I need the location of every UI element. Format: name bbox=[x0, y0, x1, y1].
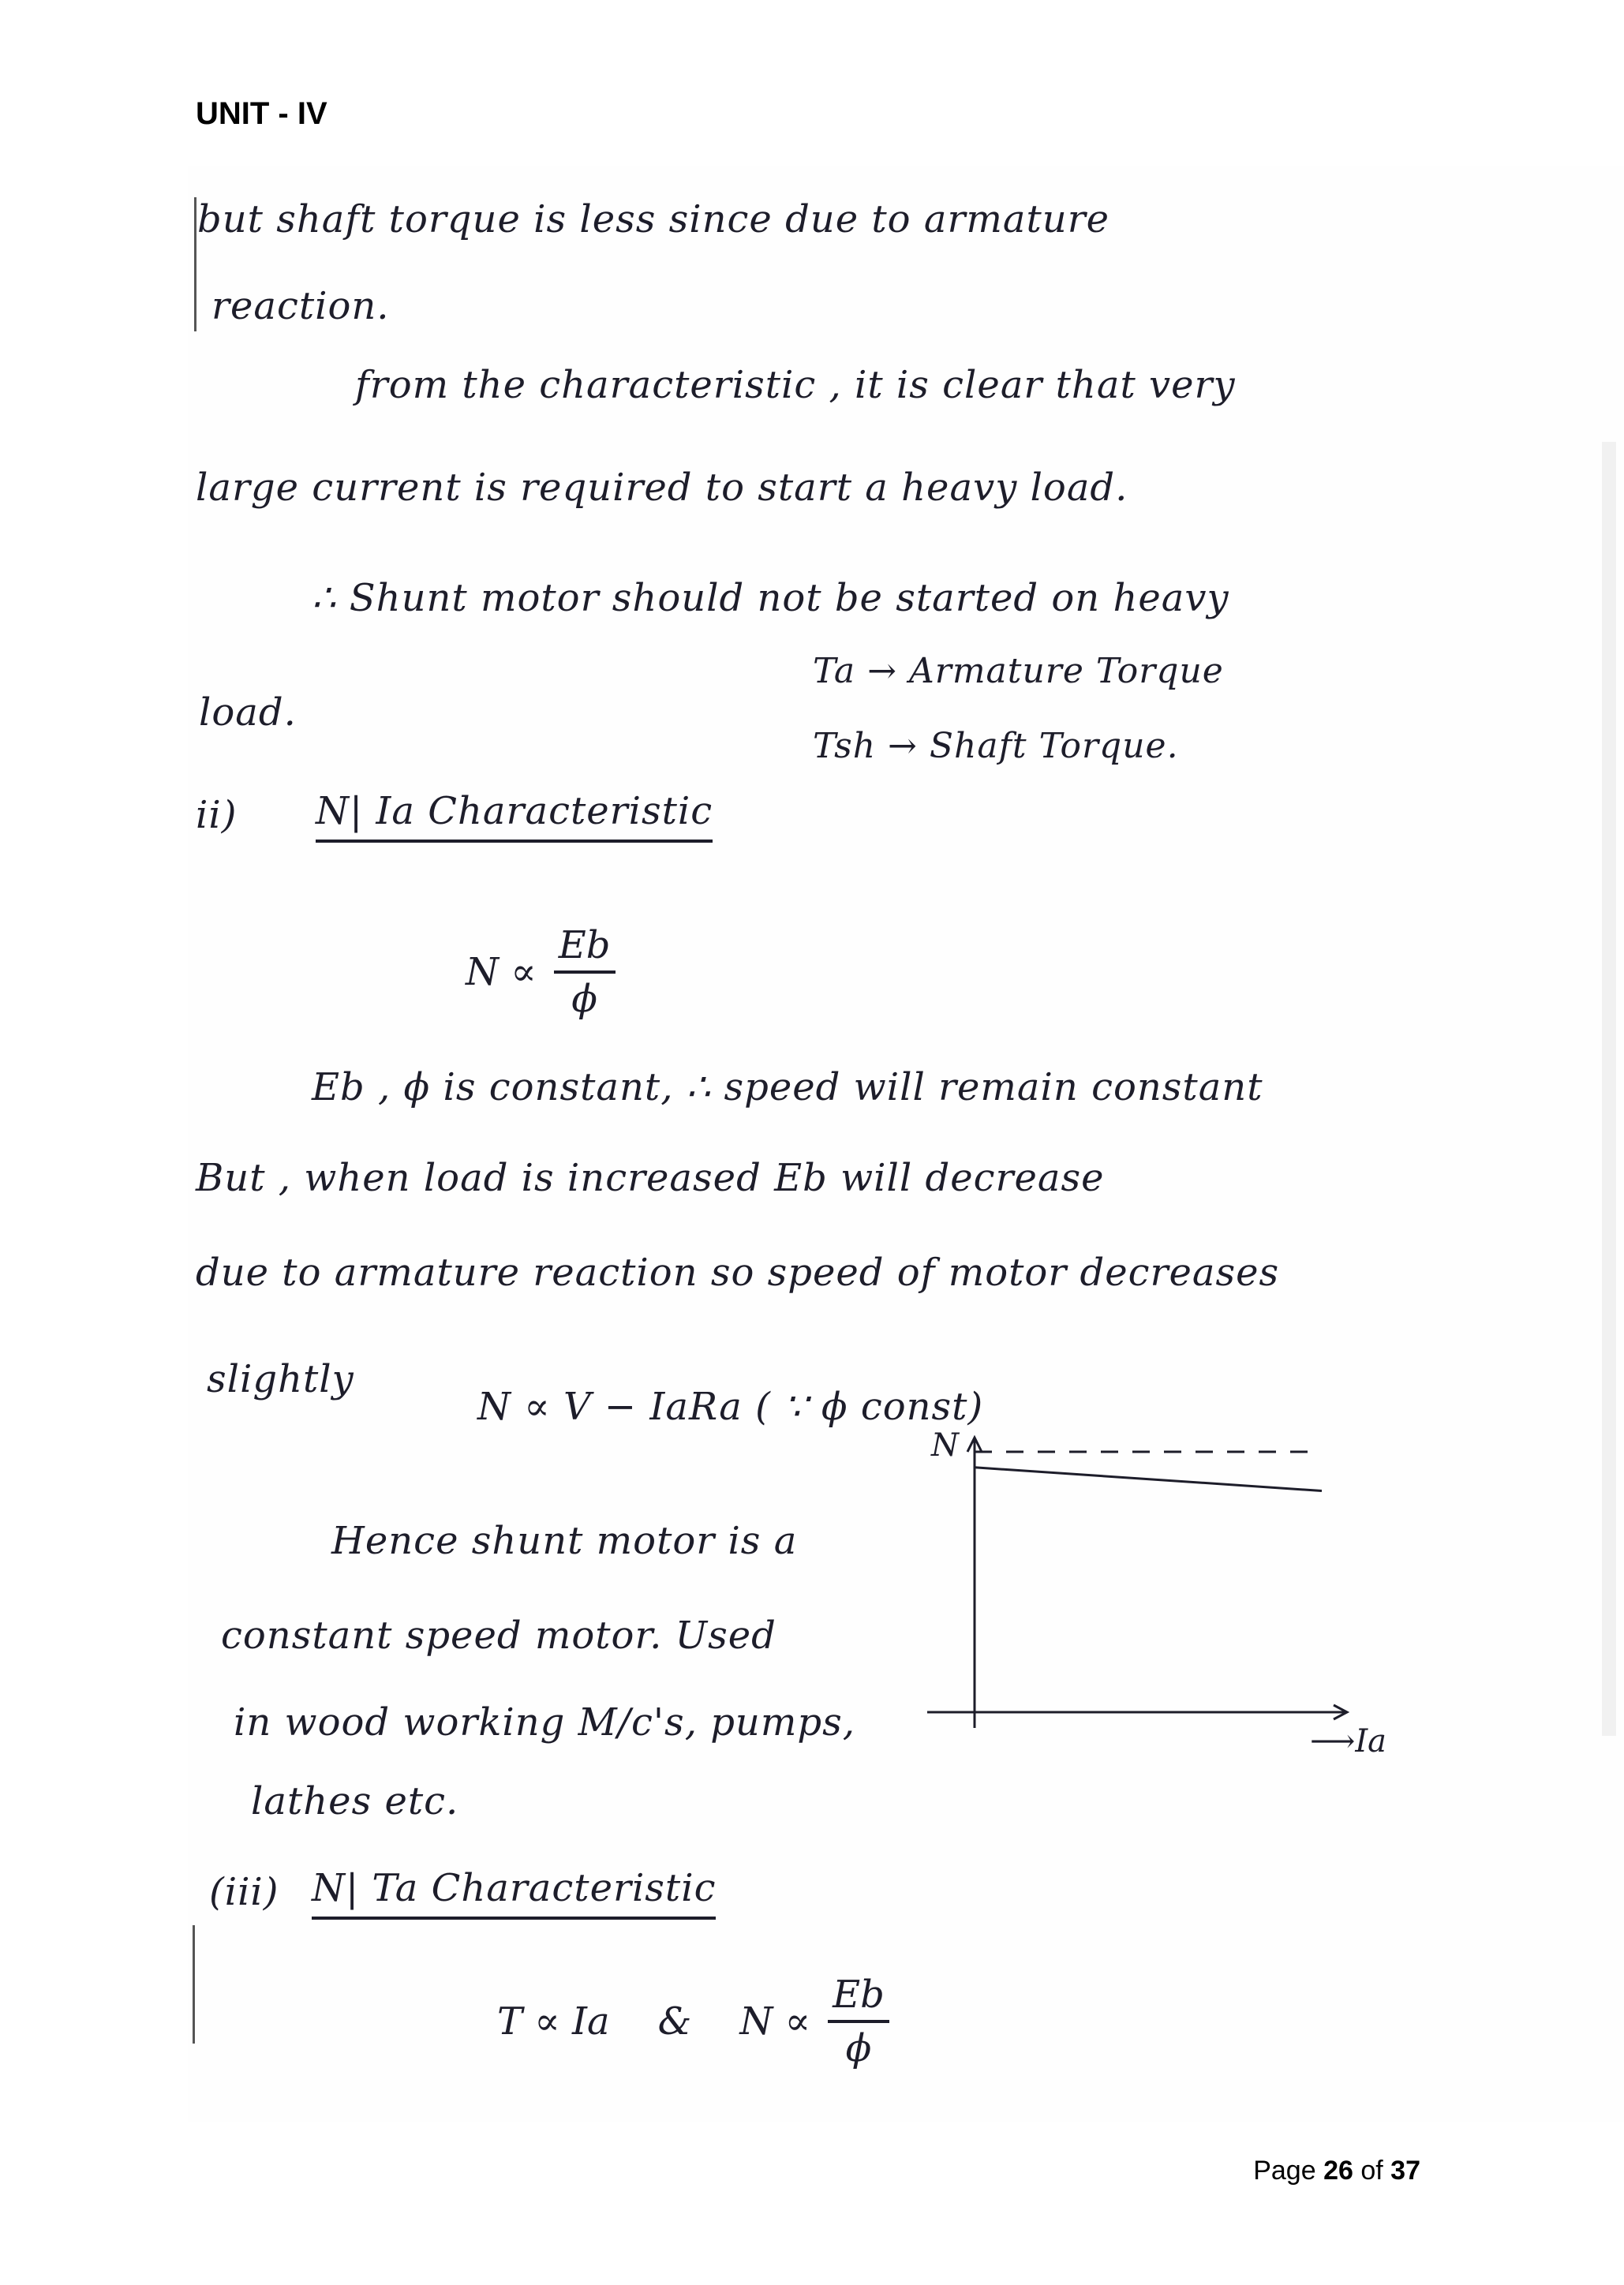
equation-3-numerator: Eb bbox=[828, 1973, 889, 2023]
equation-1-denominator: ϕ bbox=[571, 977, 597, 1021]
note-line-6: load. bbox=[199, 690, 297, 735]
note-line-12: constant speed motor. Used bbox=[221, 1614, 776, 1658]
page-footer bbox=[1253, 2156, 1420, 2186]
equation-torque-speed bbox=[497, 1973, 889, 2070]
current-page-number: 26 bbox=[1323, 2156, 1353, 2186]
handwritten-notes-scan bbox=[188, 166, 1624, 2122]
note-line-1: but shaft torque is less since due to armature bbox=[197, 197, 1110, 241]
equation-1-left: N ∝ bbox=[466, 950, 537, 994]
x-axis-label: ⟶Ia bbox=[1310, 1723, 1386, 1760]
unit-heading: UNIT - IV bbox=[196, 96, 327, 131]
speed-curve bbox=[975, 1468, 1322, 1491]
equation-1-numerator: Eb bbox=[554, 923, 616, 974]
section-3-title: N| Ta Characteristic bbox=[312, 1866, 716, 1920]
note-line-7: Eb , ϕ is constant, ∴ speed will remain constant bbox=[312, 1065, 1263, 1109]
scan-edge-shadow bbox=[1602, 442, 1616, 1736]
equation-speed-proportional bbox=[466, 923, 616, 1021]
note-line-9: due to armature reaction so speed of motor decreases bbox=[196, 1251, 1280, 1295]
note-line-4: large current is required to start a heavy load. bbox=[196, 466, 1128, 510]
margin-line-top bbox=[194, 197, 196, 331]
section-2-title: N| Ia Characteristic bbox=[316, 789, 713, 843]
equation-speed-voltage: N ∝ V − IaRa ( ∵ ϕ const) bbox=[477, 1385, 984, 1429]
equation-3-left: T ∝ Ia & N ∝ bbox=[497, 1999, 811, 2044]
note-line-8: But , when load is increased Eb will decrease bbox=[196, 1156, 1105, 1200]
margin-line-bottom bbox=[193, 1925, 195, 2044]
footer-prefix: Page bbox=[1253, 2156, 1316, 2186]
equation-3-denominator: ϕ bbox=[845, 2026, 872, 2070]
footer-of: of bbox=[1360, 2156, 1383, 2186]
note-line-2: reaction. bbox=[211, 284, 390, 328]
note-line-11: Hence shunt motor is a bbox=[331, 1519, 798, 1563]
armature-torque-definition: Ta → Armature Torque bbox=[813, 651, 1224, 691]
note-line-3: from the characteristic , it is clear that very bbox=[355, 363, 1236, 407]
shaft-torque-definition: Tsh → Shaft Torque. bbox=[813, 726, 1179, 766]
note-line-10: slightly bbox=[207, 1357, 354, 1401]
y-axis-label: N bbox=[931, 1427, 959, 1464]
section-3-number: (iii) bbox=[209, 1870, 279, 1914]
total-pages: 37 bbox=[1390, 2156, 1420, 2186]
note-line-13: in wood working M/c's, pumps, bbox=[234, 1700, 855, 1745]
section-2-number: ii) bbox=[196, 793, 238, 837]
note-line-14: lathes etc. bbox=[251, 1779, 459, 1823]
speed-current-graph bbox=[907, 1420, 1386, 1760]
note-line-5: ∴ Shunt motor should not be started on heavy bbox=[312, 576, 1229, 620]
